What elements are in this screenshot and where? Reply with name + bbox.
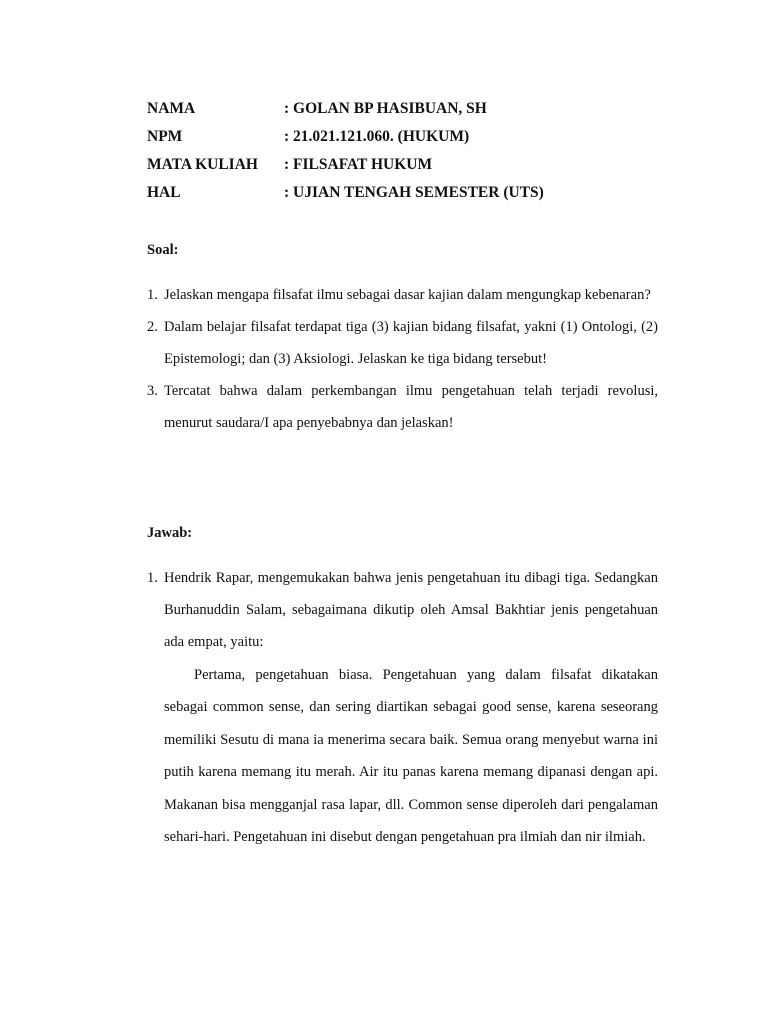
answer-paragraph: Pertama, pengetahuan biasa. Pengetahuan yang dalam filsafat dikatakan sebagai common sense, dan sering diartikan sebagai good sense, karena seseorang memiliki Sesutu di mana ia menerima secara baik. Semua orang menyebut warna ini putih karena memang itu merah. Air itu panas karena memang dipanasi dengan api. Makanan bisa mengganjal rasa lapar, dll. Common sense diperoleh dari pengalaman sehari-hari. Pengetahuan ini disebut dengan pengetahuan pra ilmiah dan nir ilmiah. [164, 667, 658, 846]
header-row-nama [147, 99, 667, 127]
header-label: HAL [147, 184, 181, 201]
item-number: 2. [147, 319, 158, 335]
list-item [147, 562, 658, 658]
header-row-mata-kuliah [147, 155, 667, 183]
header-value: : GOLAN BP HASIBUAN, SH [284, 100, 487, 117]
header-label: NAMA [147, 100, 196, 117]
header-label: NPM [147, 128, 183, 145]
list-item [147, 279, 658, 311]
item-number: 1. [147, 570, 158, 586]
list-item [147, 311, 658, 375]
item-text: Hendrik Rapar, mengemukakan bahwa jenis pengetahuan itu dibagi tiga. Sedangkan Burhanuddin Salam, sebagaimana dikutip oleh Amsal Bakhtiar jenis pengetahuan ada empat, yaitu: [164, 570, 658, 650]
soal-heading: Soal: [147, 242, 179, 258]
header-row-hal [147, 183, 667, 211]
answer-list [147, 562, 658, 658]
item-number: 3. [147, 383, 158, 399]
header-label: MATA KULIAH [147, 156, 258, 173]
identity-header [147, 99, 667, 211]
jawab-heading: Jawab: [147, 525, 193, 541]
header-value: : 21.021.121.060. (HUKUM) [284, 128, 470, 145]
header-value: : FILSAFAT HUKUM [284, 156, 433, 173]
item-text: Dalam belajar filsafat terdapat tiga (3) kajian bidang filsafat, yakni (1) Ontologi, (2) Epistemologi; dan (3) Aksiologi. Jelaskan ke tiga bidang tersebut! [164, 319, 658, 367]
header-row-npm [147, 127, 667, 155]
item-text: Tercatat bahwa dalam perkembangan ilmu pengetahuan telah terjadi revolusi, menurut saudara/I apa penyebabnya dan jelaskan! [164, 383, 658, 431]
item-number: 1. [147, 287, 158, 303]
list-item [147, 375, 658, 439]
header-value: : UJIAN TENGAH SEMESTER (UTS) [284, 184, 544, 201]
item-text: Jelaskan mengapa filsafat ilmu sebagai dasar kajian dalam mengungkap kebenaran? [164, 287, 651, 303]
question-list [147, 279, 658, 439]
